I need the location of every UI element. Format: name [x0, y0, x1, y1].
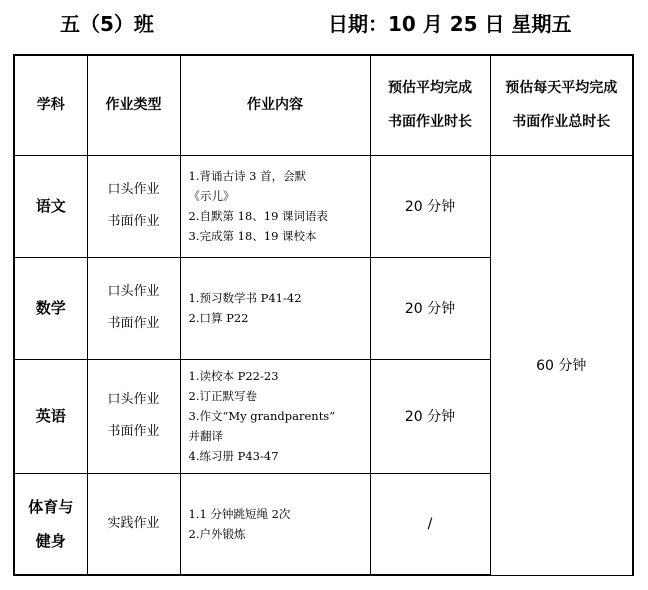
date-title: 日期：10 月 25 日 星期五	[328, 12, 572, 36]
type-label: 实践作业	[107, 515, 160, 531]
content-line: 2.口算 P22	[188, 311, 249, 325]
header-total-line: 预估每天平均完成	[505, 80, 618, 97]
type-cell	[87, 473, 180, 575]
time-cell: 20 分钟	[370, 257, 490, 359]
header-time-line: 预估平均完成	[388, 80, 472, 97]
homework-table	[13, 54, 634, 576]
type-label: 口头作业	[107, 392, 160, 407]
subject-label: 语文	[35, 197, 66, 215]
total-time-cell: 60 分钟	[490, 155, 633, 575]
content-line: 2.订正默写卷	[188, 389, 257, 403]
subject-label: 英语	[35, 407, 66, 425]
subject-label: 体育与	[28, 497, 74, 516]
content-line: 《示儿》	[188, 189, 235, 203]
content-line: 1.1 分钟跳短绳 2次	[188, 506, 291, 521]
subject-cell	[14, 257, 87, 359]
type-label: 口头作业	[107, 182, 160, 197]
class-title: 五（5）班	[60, 12, 154, 36]
content-line: 并翻译	[188, 429, 223, 443]
content-cell	[180, 155, 370, 257]
content-line: 4.练习册 P43-47	[188, 449, 279, 463]
subject-label: 健身	[35, 531, 66, 550]
header-content: 作业内容	[180, 55, 370, 155]
header-row	[14, 55, 633, 155]
header-subject: 学科	[14, 55, 87, 155]
time-cell: /	[370, 473, 490, 575]
header-time-line: 书面作业时长	[388, 114, 472, 131]
content-cell	[180, 473, 370, 575]
content-line: 1.预习数学书 P41-42	[188, 291, 302, 305]
content-cell	[180, 359, 370, 473]
type-label: 书面作业	[107, 424, 160, 439]
content-line: 2.自默第 18、19 课词语表	[188, 209, 329, 223]
subject-cell	[14, 359, 87, 473]
subject-cell	[14, 473, 87, 575]
type-label: 口头作业	[107, 284, 160, 299]
time-cell: 20 分钟	[370, 155, 490, 257]
subject-cell	[14, 155, 87, 257]
content-line: 3.完成第 18、19 课校本	[188, 229, 317, 243]
header-total	[490, 55, 633, 155]
content-line: 1.背诵古诗 3 首，会默	[188, 169, 307, 183]
content-line: 1.读校本 P22-23	[188, 369, 279, 383]
subject-label: 数学	[35, 299, 66, 317]
content-line: 2.户外锻炼	[188, 526, 246, 541]
type-cell	[87, 359, 180, 473]
header-total-line: 书面作业总时长	[512, 114, 611, 131]
type-cell	[87, 155, 180, 257]
table-row	[14, 155, 633, 257]
content-cell	[180, 257, 370, 359]
time-cell: 20 分钟	[370, 359, 490, 473]
content-line: 3.作文“My grandparents”	[188, 409, 336, 423]
type-label: 书面作业	[107, 316, 160, 331]
header-type: 作业类型	[87, 55, 180, 155]
header-time	[370, 55, 490, 155]
type-cell	[87, 257, 180, 359]
type-label: 书面作业	[107, 214, 160, 229]
